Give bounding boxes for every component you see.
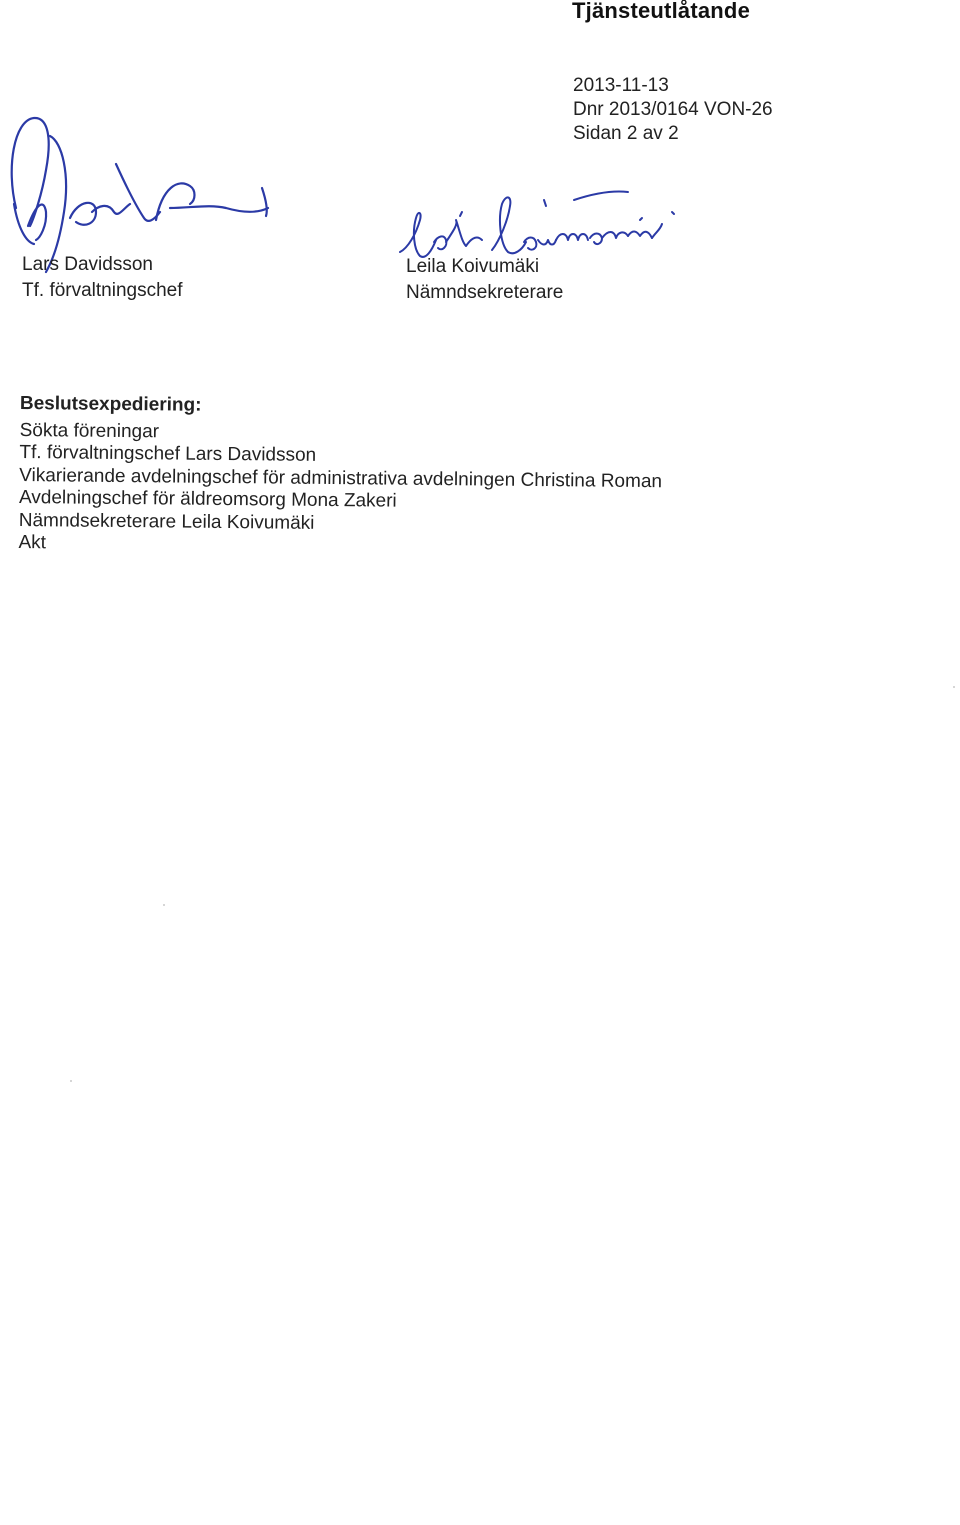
list-item: Tf. förvaltningschef Lars Davidsson <box>19 441 317 466</box>
document-date: 2013-11-13 <box>573 75 669 96</box>
distribution-section <box>18 393 740 561</box>
list-item: Vikarierande avdelningschef för administrativa avdelningen Christina Roman <box>19 464 663 492</box>
signatory-title: Nämndsekreterare <box>406 282 564 303</box>
distribution-heading: Beslutsexpediering: <box>19 393 202 416</box>
signatory-title: Tf. förvaltningschef <box>22 280 183 301</box>
list-item: Akt <box>18 531 47 554</box>
signatory-block-right <box>406 254 563 306</box>
document-type-heading: Tjänsteutlåtande <box>572 0 751 23</box>
list-item: Nämndsekreterare Leila Koivumäki <box>18 509 315 534</box>
list-item: Sökta föreningar <box>19 419 160 442</box>
signatory-name: Lars Davidsson <box>22 254 153 275</box>
distribution-list <box>18 419 739 561</box>
signatory-block-left <box>22 252 183 304</box>
scan-speck <box>163 904 165 906</box>
page-number: Sidan 2 av 2 <box>573 123 679 144</box>
scan-speck <box>953 686 955 688</box>
signatory-name: Leila Koivumäki <box>406 256 540 277</box>
scan-speck <box>70 1080 72 1082</box>
document-reference-number: Dnr 2013/0164 VON-26 <box>573 99 773 120</box>
document-meta <box>573 74 773 146</box>
list-item: Avdelningschef för äldreomsorg Mona Zakeri <box>18 486 397 512</box>
